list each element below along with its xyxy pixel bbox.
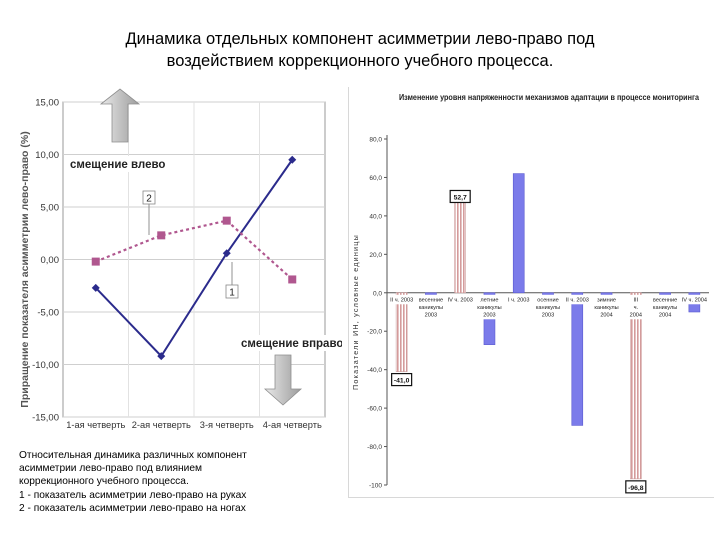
title-line-2: воздействием коррекционного учебного процесса. [166, 52, 554, 70]
x-category-label: 2004 [658, 312, 672, 319]
data-label: -41,0 [393, 377, 410, 385]
x-category-label: 2004 [600, 312, 613, 319]
x-category-label: 2003 [424, 312, 438, 319]
y-axis-title: Показатели ИН, условные единицы [351, 234, 360, 390]
series-2-point [157, 231, 165, 239]
y-tick-label: -60,0 [367, 405, 382, 413]
y-tick-label: 5,00 [40, 202, 59, 214]
x-category-label: II ч. 2003 [390, 297, 414, 304]
x-category-label: весенние [652, 297, 678, 304]
caption-line-2: асимметрии лево-право под влиянием [19, 463, 202, 475]
x-category-label: 2004 [629, 312, 643, 319]
adaptation-bar-chart [348, 87, 714, 498]
y-tick-label: 10,00 [35, 150, 59, 161]
x-category-label: летние [480, 297, 499, 304]
x-category-label: осенние [537, 297, 559, 304]
x-category-label: каникулы [477, 305, 502, 312]
y-tick-label: 80,0 [369, 136, 382, 144]
figure-caption [19, 449, 339, 515]
x-tick-label: 4-ая четверть [262, 420, 322, 430]
y-tick-label: -40,0 [367, 367, 382, 375]
x-category-label: 2003 [541, 312, 555, 319]
series-2-point [92, 258, 100, 266]
shift-left-label: смещение влево [70, 159, 166, 171]
x-category-label: II ч. 2003 [565, 297, 589, 304]
bar [630, 293, 641, 479]
x-tick-label: 1-ая четверть [66, 420, 126, 430]
x-category-label: каникулы [418, 305, 444, 312]
x-category-label: каникулы [652, 305, 678, 312]
x-category-label: IV ч. 2004 [681, 297, 708, 304]
bar [396, 293, 407, 372]
x-category-label: зимние [597, 297, 616, 304]
title-line-1: Динамика отдельных компонент асимметрии лево-право под [125, 30, 595, 48]
y-tick-label: -80,0 [367, 444, 382, 452]
y-tick-label: -5,00 [37, 307, 59, 319]
y-tick-label: -15,00 [32, 412, 59, 424]
y-tick-label: 60,0 [369, 174, 382, 182]
y-tick-label: 0,0 [372, 290, 382, 298]
y-tick-label: -20,0 [367, 328, 382, 336]
x-category-label: III [633, 297, 639, 304]
x-category-label: IV ч. 2003 [447, 297, 473, 304]
x-category-label: весенние [418, 297, 444, 304]
x-tick-label: 3-я четверть [199, 420, 254, 430]
y-tick-label: -10,00 [32, 360, 59, 371]
x-category-label: ч. [633, 305, 639, 312]
y-axis-title: Приращение показателя асимметрии лево-право (%) [19, 131, 31, 408]
y-tick-label: 0,00 [40, 255, 59, 266]
y-tick-label: 20,0 [369, 251, 382, 259]
caption-line-4: 1 - показатель асимметрии лево-право на руках [19, 489, 247, 501]
x-category-label: каникулы [594, 305, 619, 312]
shift-right-label: смещение вправо [241, 338, 342, 350]
series-label-1: 1 [229, 287, 235, 299]
caption-line-1: Относительная динамика различных компонент [19, 450, 247, 461]
data-label: -96,8 [628, 484, 644, 492]
bar-chart-svg [349, 87, 714, 497]
x-tick-label: 2-ая четверть [131, 420, 191, 430]
y-tick-label: 15,00 [35, 97, 59, 109]
x-category-label: 2003 [483, 312, 496, 319]
bar [513, 174, 524, 293]
bar [572, 293, 583, 426]
series-2-point [223, 217, 231, 225]
bar-chart-title: Изменение уровня напряженности механизмов адаптации в процессе мониторинга [399, 92, 700, 102]
y-tick-label: 40,0 [369, 213, 382, 221]
series-2-point [288, 275, 296, 283]
x-category-label: I ч. 2003 [507, 297, 530, 304]
asymmetry-line-chart [17, 87, 342, 447]
line-chart-svg [17, 87, 342, 447]
caption-line-3: коррекционного учебного процесса. [19, 476, 189, 488]
bar [455, 191, 466, 292]
series-label-2: 2 [146, 193, 152, 205]
data-label: 52,7 [453, 194, 467, 202]
caption-line-5: 2 - показатель асимметрии лево-право на ногах [19, 502, 246, 514]
y-tick-label: -100 [368, 482, 382, 490]
slide-title [40, 28, 680, 72]
x-category-label: каникулы [535, 305, 561, 312]
